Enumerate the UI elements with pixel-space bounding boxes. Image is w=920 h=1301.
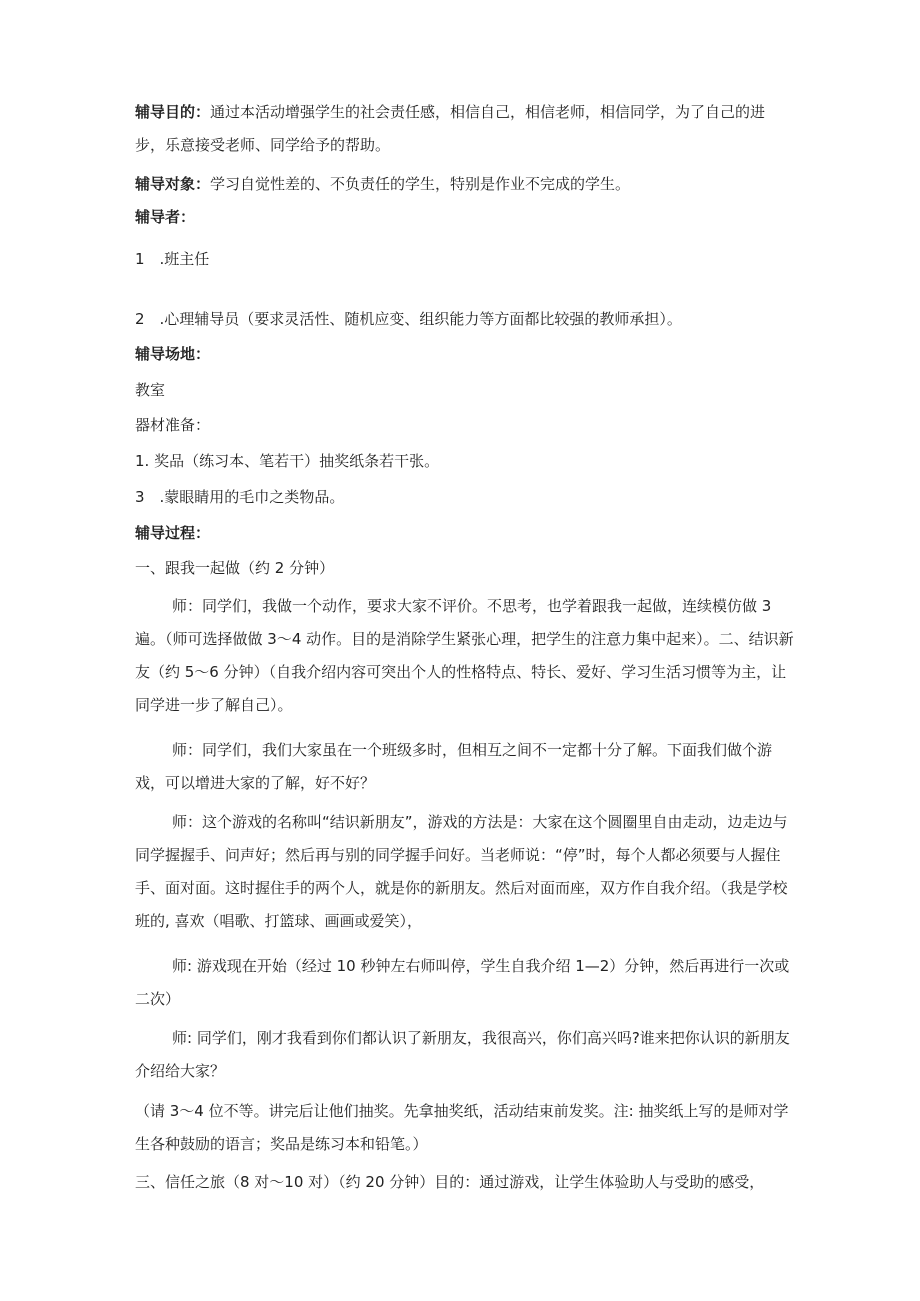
process-paragraph: 师: 同学们，刚才我看到你们都认识了新朋友，我很高兴，你们高兴吗?谁来把你认识的新朋友介绍给大家？ [135, 1029, 790, 1080]
counselors-heading: 辅导者： [135, 208, 196, 226]
target-text: 学习自觉性差的、不负责任的学生，特别是作业不完成的学生。 [210, 175, 631, 193]
target-paragraph [135, 168, 795, 201]
purpose-text: 通过本活动增强学生的社会责任感，相信自己，相信老师，相信同学，为了自己的进步，乐意接受老师、同学给予的帮助。 [135, 103, 766, 154]
venue-heading: 辅导场地： [135, 345, 211, 363]
equipment-item: 1. 奖品（练习本、笔若干）抽奖纸条若干张。 [135, 452, 440, 470]
note-paragraph: （请 3～4 位不等。讲完后让他们抽奖。先拿抽奖纸，活动结束前发奖。注: 抽奖纸上写的是师对学生各种鼓励的语言；奖品是练习本和铅笔。） [135, 1102, 789, 1153]
process-paragraph: 师: 游戏现在开始（经过 10 秒钟左右师叫停，学生自我介绍 1—2）分钟，然后再进行一次或二次） [135, 957, 790, 1008]
equipment-heading: 器材准备： [135, 416, 211, 434]
step3-line: 三、信任之旅（8 对～10 对）（约 20 分钟）目的：通过游戏，让学生体验助人与受助的感受， [135, 1173, 765, 1191]
target-label: 辅导对象： [135, 175, 211, 193]
process-paragraph: 师：同学们，我做一个动作，要求大家不评价。不思考，也学着跟我一起做，连续模仿做 3 遍。（师可选择做做 3～4 动作。目的是消除学生紧张心理，把学生的注意力集中起来）。二、结识新友（约 5～6 分钟）（自我介绍内容可突出个人的性格特点、特长、爱好、学习生活习惯等为主，让同学进一步了解自己）。 [135, 597, 794, 714]
purpose-paragraph [135, 96, 795, 162]
counselor-item: 1 .班主任 [135, 250, 210, 268]
process-heading: 辅导过程： [135, 524, 211, 542]
venue-value: 教室 [135, 381, 166, 399]
counselor-item: 2 .心理辅导员（要求灵活性、随机应变、组织能力等方面都比较强的教师承担）。 [135, 310, 682, 328]
equipment-item: 3 .蒙眼睛用的毛巾之类物品。 [135, 488, 345, 506]
step1-title: 一、跟我一起做（约 2 分钟） [135, 559, 335, 577]
purpose-label: 辅导目的： [135, 103, 211, 121]
process-paragraph: 师：同学们，我们大家虽在一个班级多时，但相互之间不一定都十分了解。下面我们做个游戏，可以增进大家的了解，好不好？ [135, 741, 773, 792]
process-paragraph: 师：这个游戏的名称叫“结识新朋友”，游戏的方法是：大家在这个圆圈里自由走动，边走边与同学握握手、问声好；然后再与别的同学握手问好。当老师说：“停”时，每个人都必须要与人握住手、面对面。这时握住手的两个人，就是你的新朋友。然后对面而座，双方作自我介绍。（我是学校班的, 喜欢（唱歌、打篮球、画画或爱笑）， [135, 813, 788, 930]
